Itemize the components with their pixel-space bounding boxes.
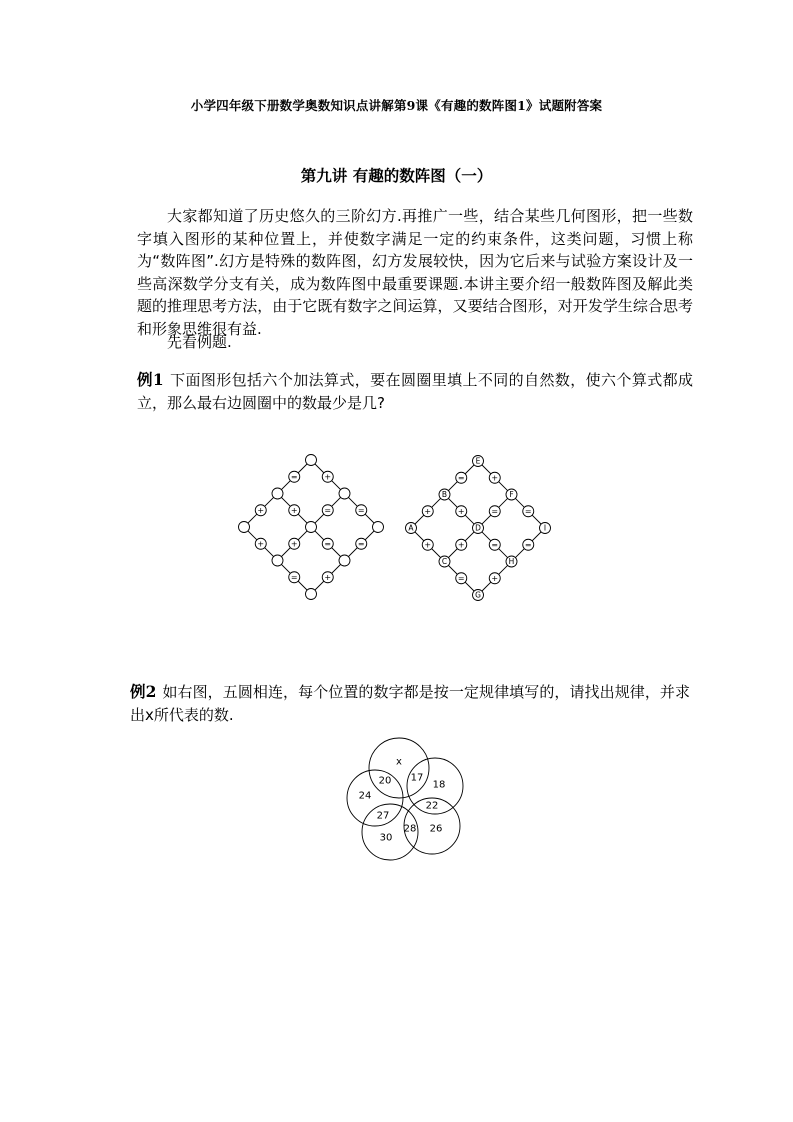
svg-text:B: B bbox=[441, 490, 448, 499]
svg-text:=: = bbox=[524, 506, 532, 516]
equals-sign bbox=[322, 538, 333, 549]
intro-paragraph: 大家都知道了历史悠久的三阶幻方.再推广一些，结合某些几何图形，把一些数字填入图形的某种位置上，并使数字满足一定的约束条件，这类问题，习惯上称为“数阵图”.幻方是特殊的数阵图，幻方发展较快，因为它后来与试验方案设计及一些高深数学分支有关，成为数阵图中最重要课题.本讲主要介绍一般数阵图及解此类题的推理思考方法，由于它既有数字之间运算，又要结合图形，对开发学生综合思考和形象思维很有益. bbox=[137, 207, 693, 338]
equals-sign bbox=[356, 538, 367, 549]
equals-sign bbox=[523, 539, 534, 550]
plus-sign bbox=[255, 505, 266, 516]
example2-paragraph bbox=[130, 681, 690, 726]
svg-text:=: = bbox=[491, 506, 499, 516]
svg-text:+: + bbox=[290, 539, 298, 549]
circle-node bbox=[339, 488, 350, 499]
plus-sign bbox=[322, 471, 333, 482]
plus-sign bbox=[255, 538, 266, 549]
plus-sign bbox=[456, 539, 467, 550]
node-C bbox=[439, 556, 450, 567]
svg-text:=: = bbox=[290, 472, 298, 482]
equals-sign bbox=[523, 506, 534, 517]
equals-sign bbox=[356, 505, 367, 516]
equals-sign bbox=[289, 471, 300, 482]
example1-label: 例1 bbox=[137, 370, 164, 389]
svg-text:+: + bbox=[257, 505, 265, 515]
lesson-title: 第九讲 有趣的数阵图（一） bbox=[300, 166, 493, 185]
plus-sign bbox=[456, 506, 467, 517]
value-24: 24 bbox=[358, 790, 372, 802]
node-B bbox=[439, 489, 450, 500]
plus-sign bbox=[489, 472, 500, 483]
svg-text:=: = bbox=[357, 505, 365, 515]
svg-text:G: G bbox=[475, 590, 481, 600]
svg-text:+: + bbox=[457, 506, 465, 516]
example2-text: 如右图，五圆相连，每个位置的数字都是按一定规律填写的，请找出规律，并求出x所代表的数. bbox=[130, 683, 690, 724]
node-D bbox=[473, 523, 484, 534]
svg-text:+: + bbox=[324, 572, 332, 582]
node-H bbox=[506, 556, 517, 567]
equals-sign bbox=[322, 505, 333, 516]
node-F bbox=[506, 489, 517, 500]
plus-sign bbox=[322, 572, 333, 583]
circle-node bbox=[306, 455, 317, 466]
circle-node bbox=[272, 555, 283, 566]
circle-node bbox=[306, 589, 317, 600]
svg-text:F: F bbox=[509, 490, 514, 499]
svg-text:=: = bbox=[457, 573, 465, 583]
plus-sign bbox=[489, 573, 500, 584]
plus-sign bbox=[289, 538, 300, 549]
svg-text:=: = bbox=[457, 473, 465, 483]
svg-text:=: = bbox=[324, 539, 332, 549]
svg-text:=: = bbox=[524, 540, 532, 550]
node-I bbox=[540, 523, 551, 534]
circle-node bbox=[339, 555, 350, 566]
plus-sign bbox=[422, 506, 433, 517]
svg-text:C: C bbox=[441, 557, 448, 566]
equals-sign bbox=[489, 539, 500, 550]
node-G bbox=[473, 590, 484, 601]
node-E bbox=[473, 456, 484, 467]
value-20: 20 bbox=[378, 775, 392, 787]
value-18: 18 bbox=[432, 779, 446, 791]
equals-sign bbox=[456, 472, 467, 483]
svg-text:+: + bbox=[290, 505, 298, 515]
example2-label: 例2 bbox=[130, 682, 157, 701]
svg-text:+: + bbox=[457, 540, 465, 550]
lead-in-text: 先看例题. bbox=[167, 333, 232, 351]
example1-paragraph bbox=[137, 369, 693, 414]
value-27: 27 bbox=[376, 810, 390, 822]
svg-text:I: I bbox=[543, 523, 547, 533]
plus-sign bbox=[289, 505, 300, 516]
value-17: 17 bbox=[410, 772, 424, 784]
svg-text:+: + bbox=[424, 506, 432, 516]
example1-diagram-blank bbox=[234, 452, 394, 602]
value-22: 22 bbox=[425, 800, 439, 812]
equals-sign bbox=[456, 573, 467, 584]
node-A bbox=[406, 523, 417, 534]
svg-text:+: + bbox=[324, 472, 332, 482]
plus-sign bbox=[422, 539, 433, 550]
svg-text:H: H bbox=[508, 557, 515, 566]
svg-text:D: D bbox=[475, 523, 481, 533]
circle-node bbox=[306, 522, 317, 533]
equals-sign bbox=[289, 572, 300, 583]
value-x: x bbox=[396, 756, 402, 768]
svg-text:+: + bbox=[491, 473, 499, 483]
svg-text:+: + bbox=[424, 540, 432, 550]
example1-diagram-lettered bbox=[401, 453, 561, 605]
svg-text:+: + bbox=[491, 573, 499, 583]
svg-text:=: = bbox=[324, 505, 332, 515]
document-title: 小学四年级下册数学奥数知识点讲解第9课《有趣的数阵图1》试题附答案 bbox=[190, 98, 603, 113]
svg-text:A: A bbox=[408, 523, 414, 533]
value-28: 28 bbox=[403, 823, 417, 835]
example1-text: 下面图形包括六个加法算式，要在圆圈里填上不同的自然数，使六个算式都成立，那么最右边圆圈中的数最少是几? bbox=[137, 371, 693, 412]
value-30: 30 bbox=[379, 832, 393, 844]
svg-text:+: + bbox=[257, 539, 265, 549]
example2-five-circles bbox=[343, 734, 473, 864]
svg-text:=: = bbox=[491, 540, 499, 550]
svg-text:E: E bbox=[475, 456, 481, 466]
circle-node bbox=[373, 522, 384, 533]
circle-node bbox=[272, 488, 283, 499]
svg-text:=: = bbox=[290, 572, 298, 582]
value-26: 26 bbox=[429, 823, 443, 835]
svg-text:=: = bbox=[357, 539, 365, 549]
circle-node bbox=[239, 522, 250, 533]
circle-top bbox=[369, 738, 429, 798]
equals-sign bbox=[489, 506, 500, 517]
